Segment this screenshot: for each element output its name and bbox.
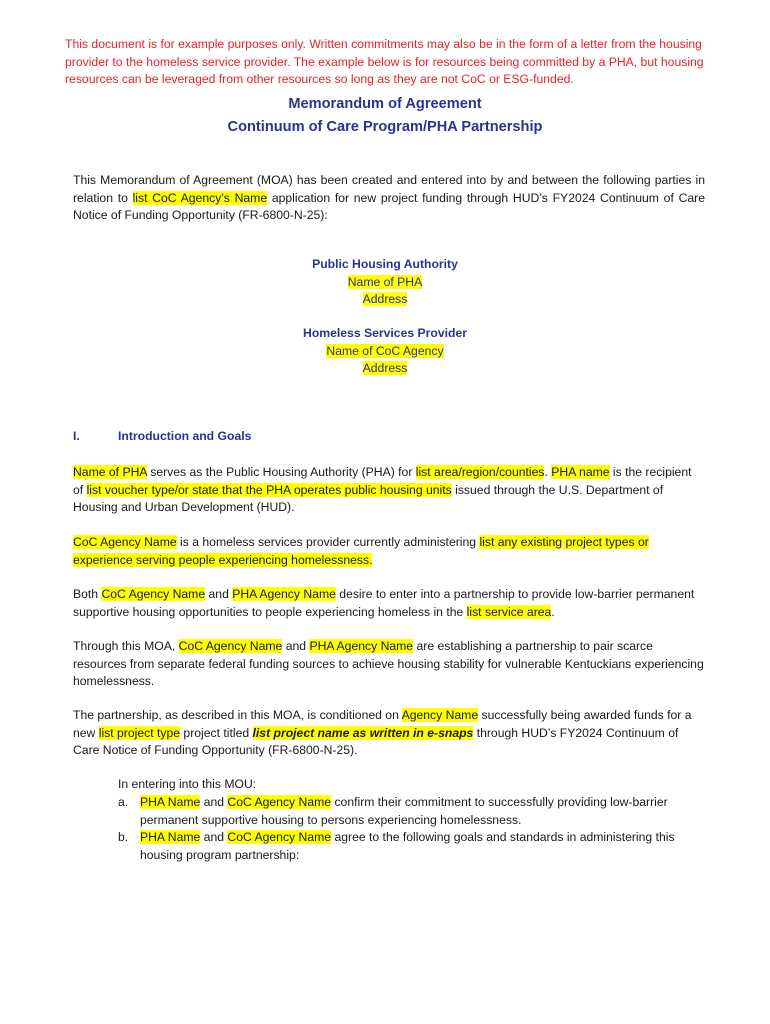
document-title: Memorandum of Agreement <box>288 96 482 112</box>
placeholder: CoC Agency Name <box>178 639 283 653</box>
placeholder: list any existing project types or experience serving people experiencing homelessness. <box>73 535 649 567</box>
text: through HUD’s FY2024 Continuum of Care Notice of Funding Opportunity (FR-6800-N-25). <box>73 725 679 757</box>
placeholder: PHA Name <box>140 795 201 809</box>
list-item <box>140 794 700 829</box>
placeholder: list voucher type/or state that the PHA operates public housing units <box>86 482 452 497</box>
paragraph-pha-description <box>73 464 705 517</box>
placeholder: PHA Name <box>140 830 201 844</box>
text: Both <box>73 587 102 601</box>
list-marker: b. <box>118 830 129 844</box>
text: The partnership, as described in this MOA, is conditioned on <box>73 708 402 722</box>
placeholder: CoC Agency Name <box>101 587 206 601</box>
paragraph-coc-description <box>73 534 705 569</box>
text: . <box>551 604 555 619</box>
placeholder: Name of PHA <box>73 465 147 479</box>
placeholder: list area/region/counties <box>415 465 545 479</box>
placeholder: PHA Agency Name <box>232 587 336 601</box>
text: project titled <box>180 725 253 740</box>
placeholder: list project type <box>98 725 181 740</box>
text: and <box>282 639 310 653</box>
text: serves as the Public Housing Authority (PHA) for <box>146 465 416 479</box>
list-marker: a. <box>118 795 129 809</box>
party-name: Name of PHA <box>347 274 423 289</box>
paragraph-moa-purpose <box>73 638 705 691</box>
placeholder: CoC Agency Name <box>227 830 332 844</box>
text: are establishing a partnership to pair scarce resources from separate federal funding sources to achieve housing stability for vulnerable Kentuckians experiencing homelessness. <box>73 639 704 688</box>
text: is the recipient of <box>73 465 692 497</box>
placeholder: list service area <box>466 604 552 619</box>
text: confirm their commitment to successfully providing low-barrier permanent supportive housing to persons experiencing homelessness. <box>140 795 668 827</box>
party-name: Name of CoC Agency <box>326 343 444 358</box>
text: issued through the U.S. Department of Housing and Urban Development (HUD). <box>73 482 664 514</box>
list-intro: In entering into this MOU: <box>118 777 257 791</box>
disclaimer-note: This document is for example purposes only. Written commitments may also be in the form of a letter from the housing provider to the homeless service provider. The example below is for resources being committed by a PHA, but housing resources can be leveraged from other resources so long as they are not CoC or ESG-funded. <box>65 37 704 86</box>
text: is a homeless services provider currently administering <box>176 535 480 549</box>
document-subtitle: Continuum of Care Program/PHA Partnership <box>227 119 543 135</box>
party-address: Address <box>362 292 408 306</box>
party-homeless-provider <box>0 325 770 378</box>
placeholder-coc-agency-name: list CoC Agency’s Name <box>132 190 268 205</box>
intro-paragraph <box>73 172 705 225</box>
placeholder: PHA Agency Name <box>309 639 414 653</box>
placeholder: Agency Name <box>401 708 479 722</box>
text: and <box>200 830 228 844</box>
text: Through this MOA, <box>73 639 179 653</box>
placeholder: CoC Agency Name <box>227 795 332 809</box>
section-number: I. <box>73 429 80 443</box>
text: agree to the following goals and standards in administering this housing program partnership: <box>140 830 675 862</box>
placeholder: PHA name <box>551 465 610 479</box>
placeholder: list project name as written in e-snaps <box>252 725 474 740</box>
text: and <box>205 587 233 601</box>
intro-text-end: application for new project funding through HUD’s FY2024 Continuum of Care Notice of Funding Opportunity (FR-6800-N-25): <box>73 190 705 222</box>
text: desire to enter into a partnership to provide low-barrier permanent supportive housing opportunities to people experiencing homeless in the <box>73 587 695 619</box>
party-heading: Public Housing Authority <box>312 257 458 271</box>
paragraph-conditions <box>73 707 705 760</box>
paragraph-partnership-desire <box>73 586 705 621</box>
party-heading: Homeless Services Provider <box>303 326 467 340</box>
party-pha <box>0 256 770 309</box>
placeholder: CoC Agency Name <box>73 535 177 549</box>
text: . <box>544 465 552 479</box>
text: and <box>200 795 228 809</box>
list-item <box>140 829 700 864</box>
text: successfully being awarded funds for a new <box>73 708 692 740</box>
section-heading: Introduction and Goals <box>118 429 252 443</box>
party-address: Address <box>362 361 408 375</box>
intro-text: This Memorandum of Agreement (MOA) has been created and entered into by and between the following parties in relation to <box>73 173 705 205</box>
